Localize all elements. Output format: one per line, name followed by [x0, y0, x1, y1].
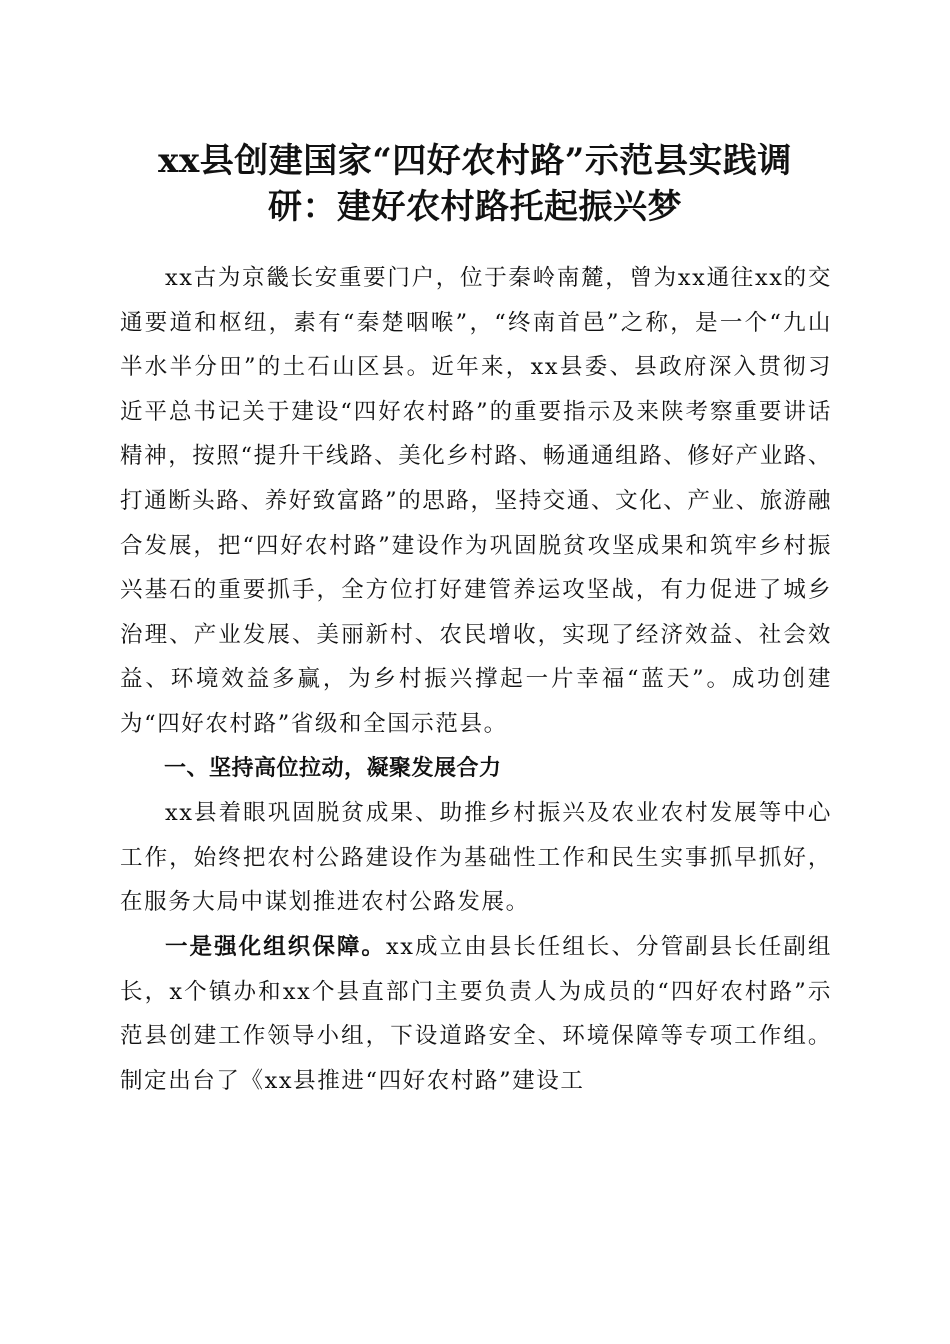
paragraph-text: xx成立由县长任组长、分管副县长任副组长，x个镇办和xx个县直部门主要负责人为成员的“四好农村路”示范县创建工作领导小组，下设道路安全、环境保障等专项工作组。制定出台了《xx县推进“四好农村路”建设工: [120, 933, 833, 1094]
title-line-1: xx县创建国家“四好农村路”示范县实践调: [158, 141, 792, 181]
document-body: [120, 256, 832, 1103]
section-1-paragraph: xx县着眼巩固脱贫成果、助推乡村振兴及农业农村发展等中心工作，始终把农村公路建设作为基础性工作和民生实事抓早抓好，在服务大局中谋划推进农村公路发展。: [120, 800, 832, 916]
intro-paragraph: xx古为京畿长安重要门户，位于秦岭南麓，曾为xx通往xx的交通要道和枢纽，素有“秦楚咽喉”，“终南首邑”之称，是一个“九山半水半分田”的土石山区县。近年来，xx县委、县政府深入贯彻习近平总书记关于建设“四好农村路”的重要指示及来陕考察重要讲话精神，按照“提升干线路、美化乡村路、畅通通组路、修好产业路、打通断头路、养好致富路”的思路，坚持交通、文化、产业、旅游融合发展，把“四好农村路”建设作为巩固脱贫攻坚成果和筑牢乡村振兴基石的重要抓手，全方位打好建管养运攻坚战，有力促进了城乡治理、产业发展、美丽新村、农民增收，实现了经济效益、社会效益、环境效益多赢，为乡村振兴撑起一片幸福“蓝天”。成功创建为“四好农村路”省级和全国示范县。: [120, 265, 833, 737]
document-title: [100, 138, 850, 230]
section-heading-1: 一、坚持高位拉动，凝聚发展合力: [164, 755, 502, 781]
paragraph-lead: 一是强化组织保障。: [165, 933, 386, 960]
organization-paragraph: [120, 925, 832, 1103]
title-line-2: 研：建好农村路托起振兴梦: [268, 187, 682, 227]
